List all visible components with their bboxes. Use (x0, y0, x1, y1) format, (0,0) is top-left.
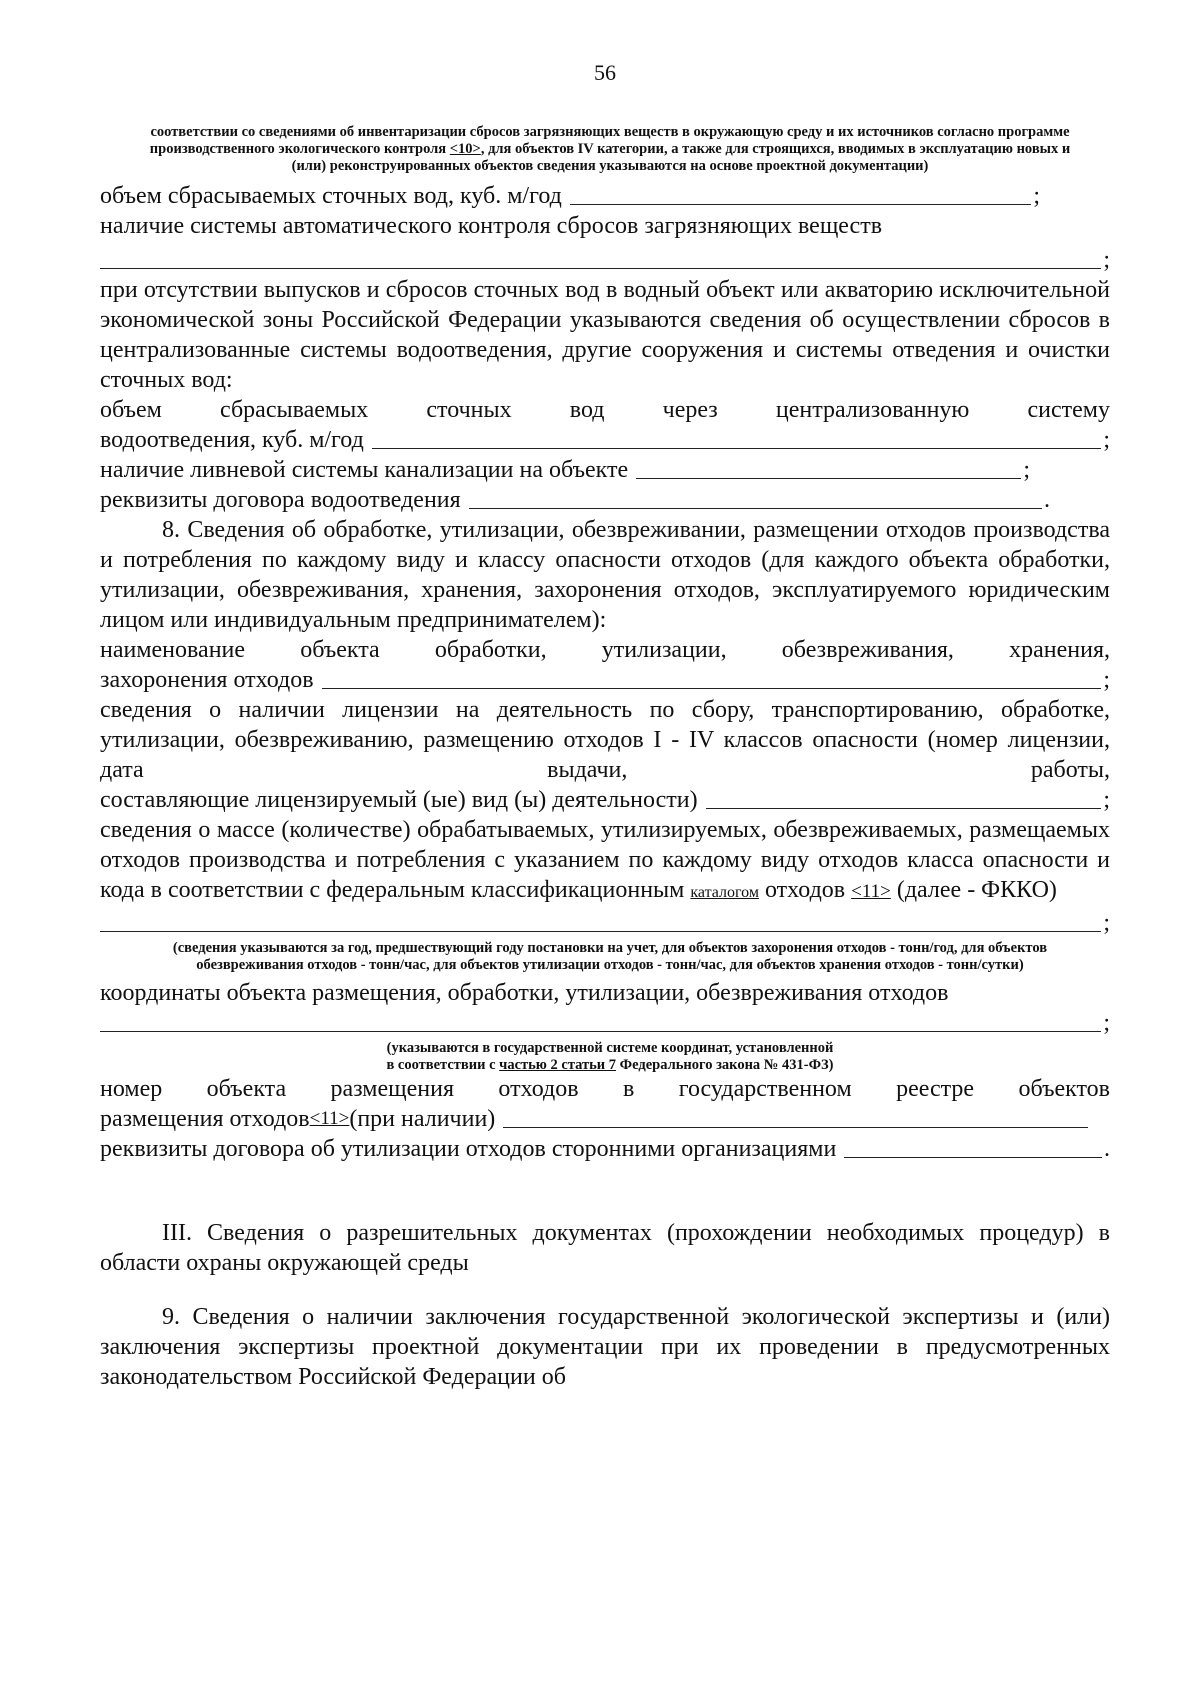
mass-blank[interactable] (100, 911, 1101, 932)
page-number: 56 (594, 60, 616, 85)
mass-paragraph: сведения о массе (количестве) обрабатываемых, утилизируемых, обезвреживаемых, размещаемых отходов производства и потребления с указанием по каждому виду отходов класса опасности и кода в соответствии с федеральным классификационным каталогом отходов <11> (далее - ФККО) (100, 817, 1110, 903)
object-name-field: захоронения отходов ; (100, 667, 1110, 693)
registry-field: размещения отходов <11> (при наличии) (100, 1104, 1110, 1134)
central-volume-field: водоотведения, куб. м/год ; (100, 427, 1110, 453)
registry-label: номер объекта размещения отходов в государственном реестре объектов (100, 1076, 1110, 1102)
fkko-catalog-link[interactable]: каталогом (690, 884, 759, 901)
license-blank[interactable] (706, 788, 1102, 809)
mass-field: ; (100, 908, 1110, 938)
auto-control-blank[interactable] (100, 248, 1101, 269)
section-9: 9. Сведения о наличии заключения государственной экологической экспертизы и (или) заключения экспертизы проектной документации при их проведении в предусмотренных законодательством Российской Федерации об (100, 1304, 1110, 1390)
footnote-ref-10[interactable]: <10> (449, 141, 481, 157)
no-discharge-paragraph: при отсутствии выпусков и сбросов сточных вод в водный объект или акваторию исключительной экономической зоны Российской Федерации указываются сведения об осуществлении сбросов в централизованные системы водоотведения, другие сооружения и системы отведения и очистки сточных вод: (100, 277, 1110, 393)
section-3-heading: III. Сведения о разрешительных документах (прохождении необходимых процедур) в области охраны окружающей среды (100, 1220, 1110, 1276)
auto-control-label: наличие системы автоматического контроля сбросов загрязняющих веществ (100, 213, 883, 239)
coords-blank[interactable] (100, 1011, 1101, 1032)
registry-blank[interactable] (503, 1107, 1088, 1128)
mass-note: (сведения указываются за год, предшествующий году постановки на учет, для объектов захоронения отходов - тонн/год, для объектов обезвреживания отходов - тонн/час, для объектов утилизации отходов - тонн/час, для объектов хранения отходов - тонн/сутки) (172, 940, 1048, 973)
footnote-ref-11[interactable]: <11> (851, 881, 891, 902)
contract-blank[interactable] (469, 488, 1042, 509)
central-volume-label: объем сбрасываемых сточных вод через централизованную систему (100, 397, 1110, 423)
object-name-label: наименование объекта обработки, утилизации, обезвреживания, хранения, (100, 637, 1110, 663)
central-volume-blank[interactable] (372, 428, 1102, 449)
storm-sewer-blank[interactable] (636, 458, 1021, 479)
coords-field: ; (100, 1008, 1110, 1038)
section-8: 8. Сведения об обработке, утилизации, обезвреживании, размещении отходов производства и потребления по каждому виду и классу опасности отходов (для каждого объекта обработки, утилизации, обезвреживания, хранения, захоронения отходов, эксплуатируемого юридическим лицом или индивидуальным предпринимателем): (100, 517, 1110, 633)
coords-note: (указываются в государственной системе координат, установленной в соответствии с частью 2 статьи 7 Федерального закона № 431-ФЗ) (386, 1040, 834, 1073)
law-article-link[interactable]: частью 2 статьи 7 (499, 1057, 617, 1073)
utilization-contract-field: реквизиты договора об утилизации отходов сторонними организациями . (100, 1136, 1110, 1162)
license-field: составляющие лицензируемый (ые) вид (ы) деятельности) ; (100, 787, 1110, 813)
wastewater-volume-blank[interactable] (570, 184, 1031, 205)
storm-sewer-field: наличие ливневой системы канализации на объекте ; (100, 457, 1030, 483)
auto-control-field: ; (100, 241, 1110, 275)
object-name-blank[interactable] (322, 668, 1102, 689)
license-label: сведения о наличии лицензии на деятельность по сбору, транспортированию, обработке, утилизации, обезвреживанию, размещению отходов I - IV классов опасности (номер лицензии, дата выдачи, работы, (100, 697, 1110, 783)
top-footnote: соответствии со сведениями об инвентаризации сбросов загрязняющих веществ в окружающую среду и их источников согласно программе производственного экологического контроля <10>, для объектов IV категории, а также для строящихся, вводимых в эксплуатацию новых и (или) реконструированных объектов сведения указываются на основе проектной документации) (149, 124, 1071, 174)
wastewater-volume-field: объем сбрасываемых сточных вод, куб. м/год ; (100, 183, 1040, 209)
footnote-ref-11-registry[interactable]: <11> (309, 1108, 350, 1129)
coords-label: координаты объекта размещения, обработки, утилизации, обезвреживания отходов (100, 980, 949, 1006)
utilization-contract-blank[interactable] (844, 1137, 1102, 1158)
contract-field: реквизиты договора водоотведения . (100, 487, 1050, 513)
